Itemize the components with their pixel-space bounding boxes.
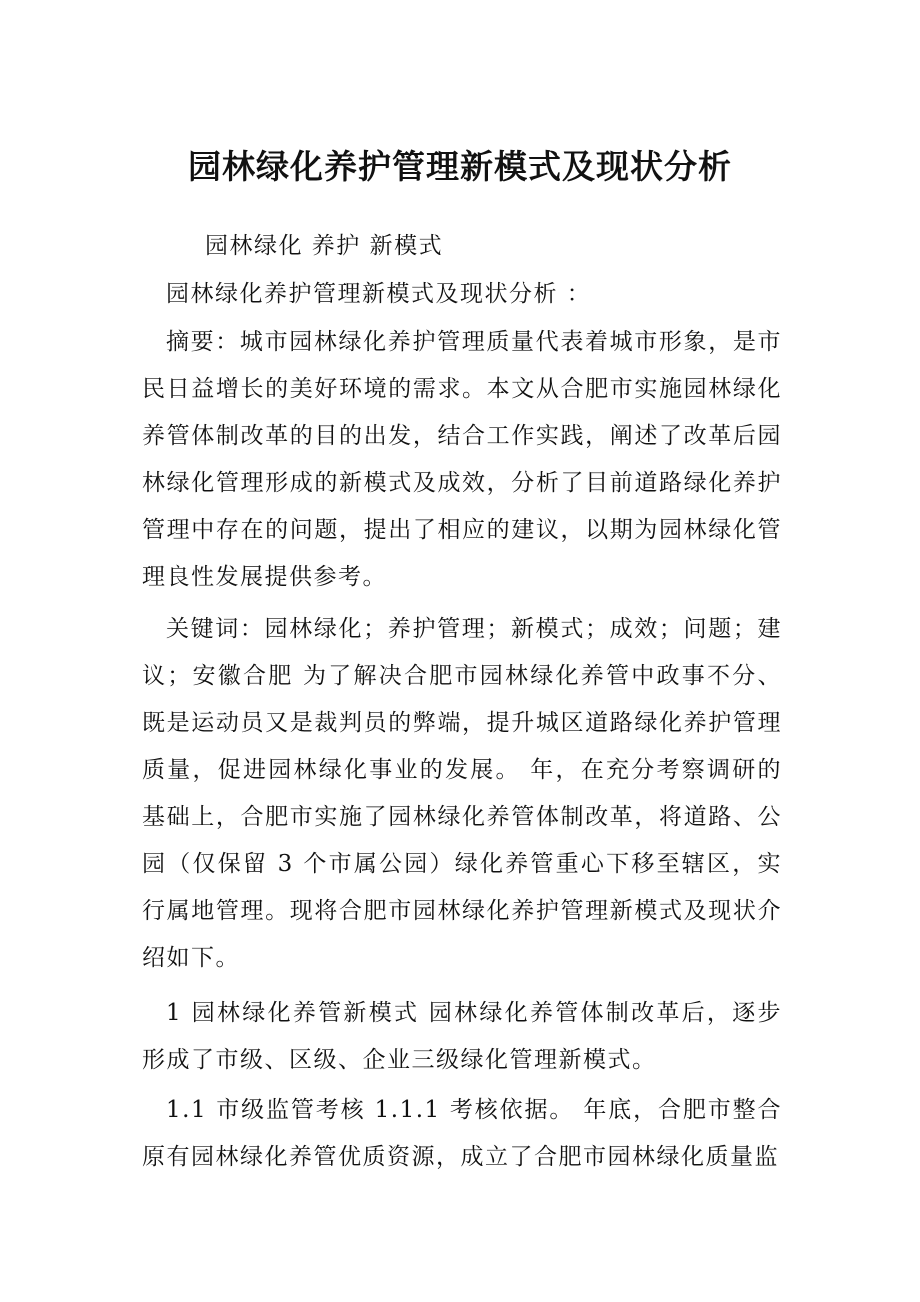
abstract-paragraph: 摘要：城市园林绿化养护管理质量代表着城市形象，是市民日益增长的美好环境的需求。本文从合肥市实施园林绿化养管体制改革的目的出发，结合工作实践，阐述了改革后园林绿化管理形成的新模式及成效，分析了目前道路绿化养护管理中存在的问题，提出了相应的建议，以期为园林绿化管理良性发展提供参考。 [142,329,782,590]
document-title: 园林绿化养护管理新模式及现状分析 [188,147,732,186]
keywords-line: 园林绿化 养护 新模式 [205,233,444,259]
section-1-paragraph: 1 园林绿化养管新模式 园林绿化养管体制改革后，逐步形成了市级、区级、企业三级绿化管理新模式。 [142,1000,782,1073]
subtitle-line: 园林绿化养护管理新模式及现状分析 ： [166,281,592,307]
section-1-1-paragraph: 1.1 市级监管考核 1.1.1 考核依据。 年底，合肥市整合原有园林绿化养管优质资源，成立了合肥市园林绿化质量监 [142,1097,782,1170]
keywords-paragraph: 关键词：园林绿化；养护管理；新模式；成效；问题；建议；安徽合肥 为了解决合肥市园林绿化养管中政事不分、既是运动员又是裁判员的弊端，提升城区道路绿化养护管理质量，促进园林绿化事业的发展。 年，在充分考察调研的基础上，合肥市实施了园林绿化养管体制改革，将道路、公园（仅保留 3 个市属公园）绿化养管重心下移至辖区，实行属地管理。现将合肥市园林绿化养护管理新模式及现状介绍如下。 [142,616,782,971]
